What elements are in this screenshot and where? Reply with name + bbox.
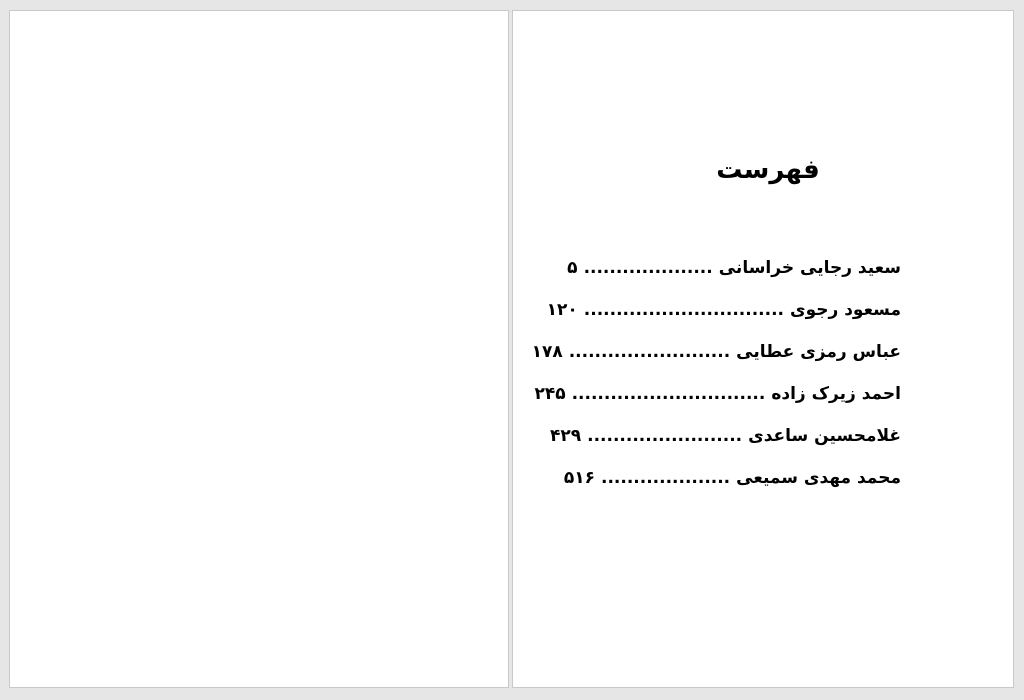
- toc-entry-name: غلامحسین ساعدی: [748, 426, 901, 446]
- toc-entry: [563, 457, 901, 499]
- toc-entry-page-number: ۱۷۸: [531, 342, 563, 362]
- toc-entry-page-number: ۴۲۹: [549, 426, 582, 446]
- toc-entry-page-number: ۲۴۵: [534, 384, 566, 404]
- toc-entry-name: احمد زیرک زاده: [771, 384, 901, 404]
- toc-entry-page-number: ۵۱۶: [563, 468, 595, 488]
- toc-entry-page-number: ۱۲۰: [546, 300, 578, 320]
- toc-entry: [531, 331, 901, 373]
- toc-title: فهرست: [716, 155, 820, 185]
- toc-entry-leader: ..............................: [571, 384, 766, 404]
- toc-entry-leader: ...............................: [583, 300, 784, 320]
- toc-entry-leader: .........................: [568, 342, 731, 362]
- toc-entry: [549, 415, 901, 457]
- toc-entry-name: سعید رجایی خراسانی: [718, 258, 901, 278]
- toc-entry-page-number: ۵: [567, 258, 578, 278]
- toc-entry-leader: ....................: [600, 468, 731, 488]
- toc-entry-name: مسعود رجوی: [790, 300, 901, 320]
- toc-entry: [546, 289, 901, 331]
- toc-entry: [567, 247, 901, 289]
- blank-page-left: [9, 10, 509, 688]
- toc-list: [531, 247, 901, 499]
- toc-page: [512, 10, 1014, 688]
- toc-entry-leader: ....................: [583, 258, 713, 278]
- toc-entry: [534, 373, 901, 415]
- toc-entry-name: عباس رمزی عطایی: [736, 342, 901, 362]
- toc-entry-name: محمد مهدی سمیعی: [736, 468, 901, 488]
- toc-entry-leader: ........................: [587, 426, 743, 446]
